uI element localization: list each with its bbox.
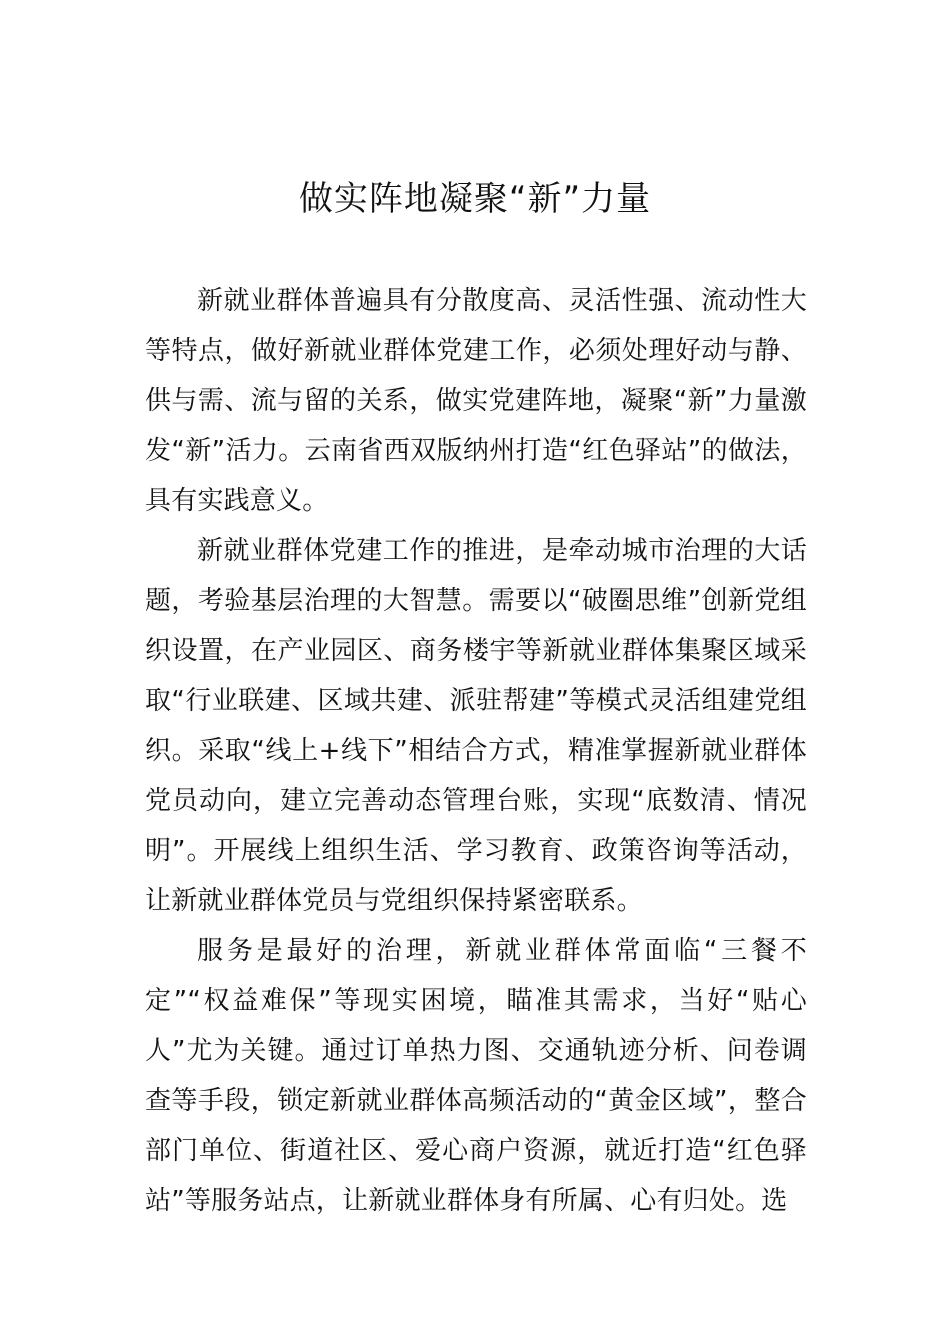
paragraph-1: 新就业群体普遍具有分散度高、灵活性强、流动性大等特点，做好新就业群体党建工作，必须处理好动与静、供与需、流与留的关系，做实党建阵地，凝聚“新”力量激发“新”活力。云南省西双版纳州打造“红色驿站”的做法，具有实践意义。: [145, 286, 807, 516]
document-title: 做实阵地凝聚“新”力量: [298, 179, 652, 219]
paragraph-2: 新就业群体党建工作的推进，是牵动城市治理的大话题，考验基层治理的大智慧。需要以“破圈思维”创新党组织设置，在产业园区、商务楼宇等新就业群体集聚区域采取“行业联建、区域共建、派驻帮建”等模式灵活组建党组织。采取“线上+线下”相结合方式，精准掌握新就业群体党员动向，建立完善动态管理台账，实现“底数清、情况明”。开展线上组织生活、学习教育、政策咨询等活动，让新就业群体党员与党组织保持紧密联系。: [145, 536, 807, 916]
paragraph-3: 服务是最好的治理，新就业群体常面临“三餐不定”“权益难保”等现实困境，瞄准其需求，当好“贴心人”尤为关键。通过订单热力图、交通轨迹分析、问卷调查等手段，锁定新就业群体高频活动的“黄金区域”，整合部门单位、街道社区、爱心商户资源，就近打造“红色驿站”等服务站点，让新就业群体身有所属、心有归处。选: [145, 936, 807, 1216]
document-body: [145, 276, 807, 1226]
